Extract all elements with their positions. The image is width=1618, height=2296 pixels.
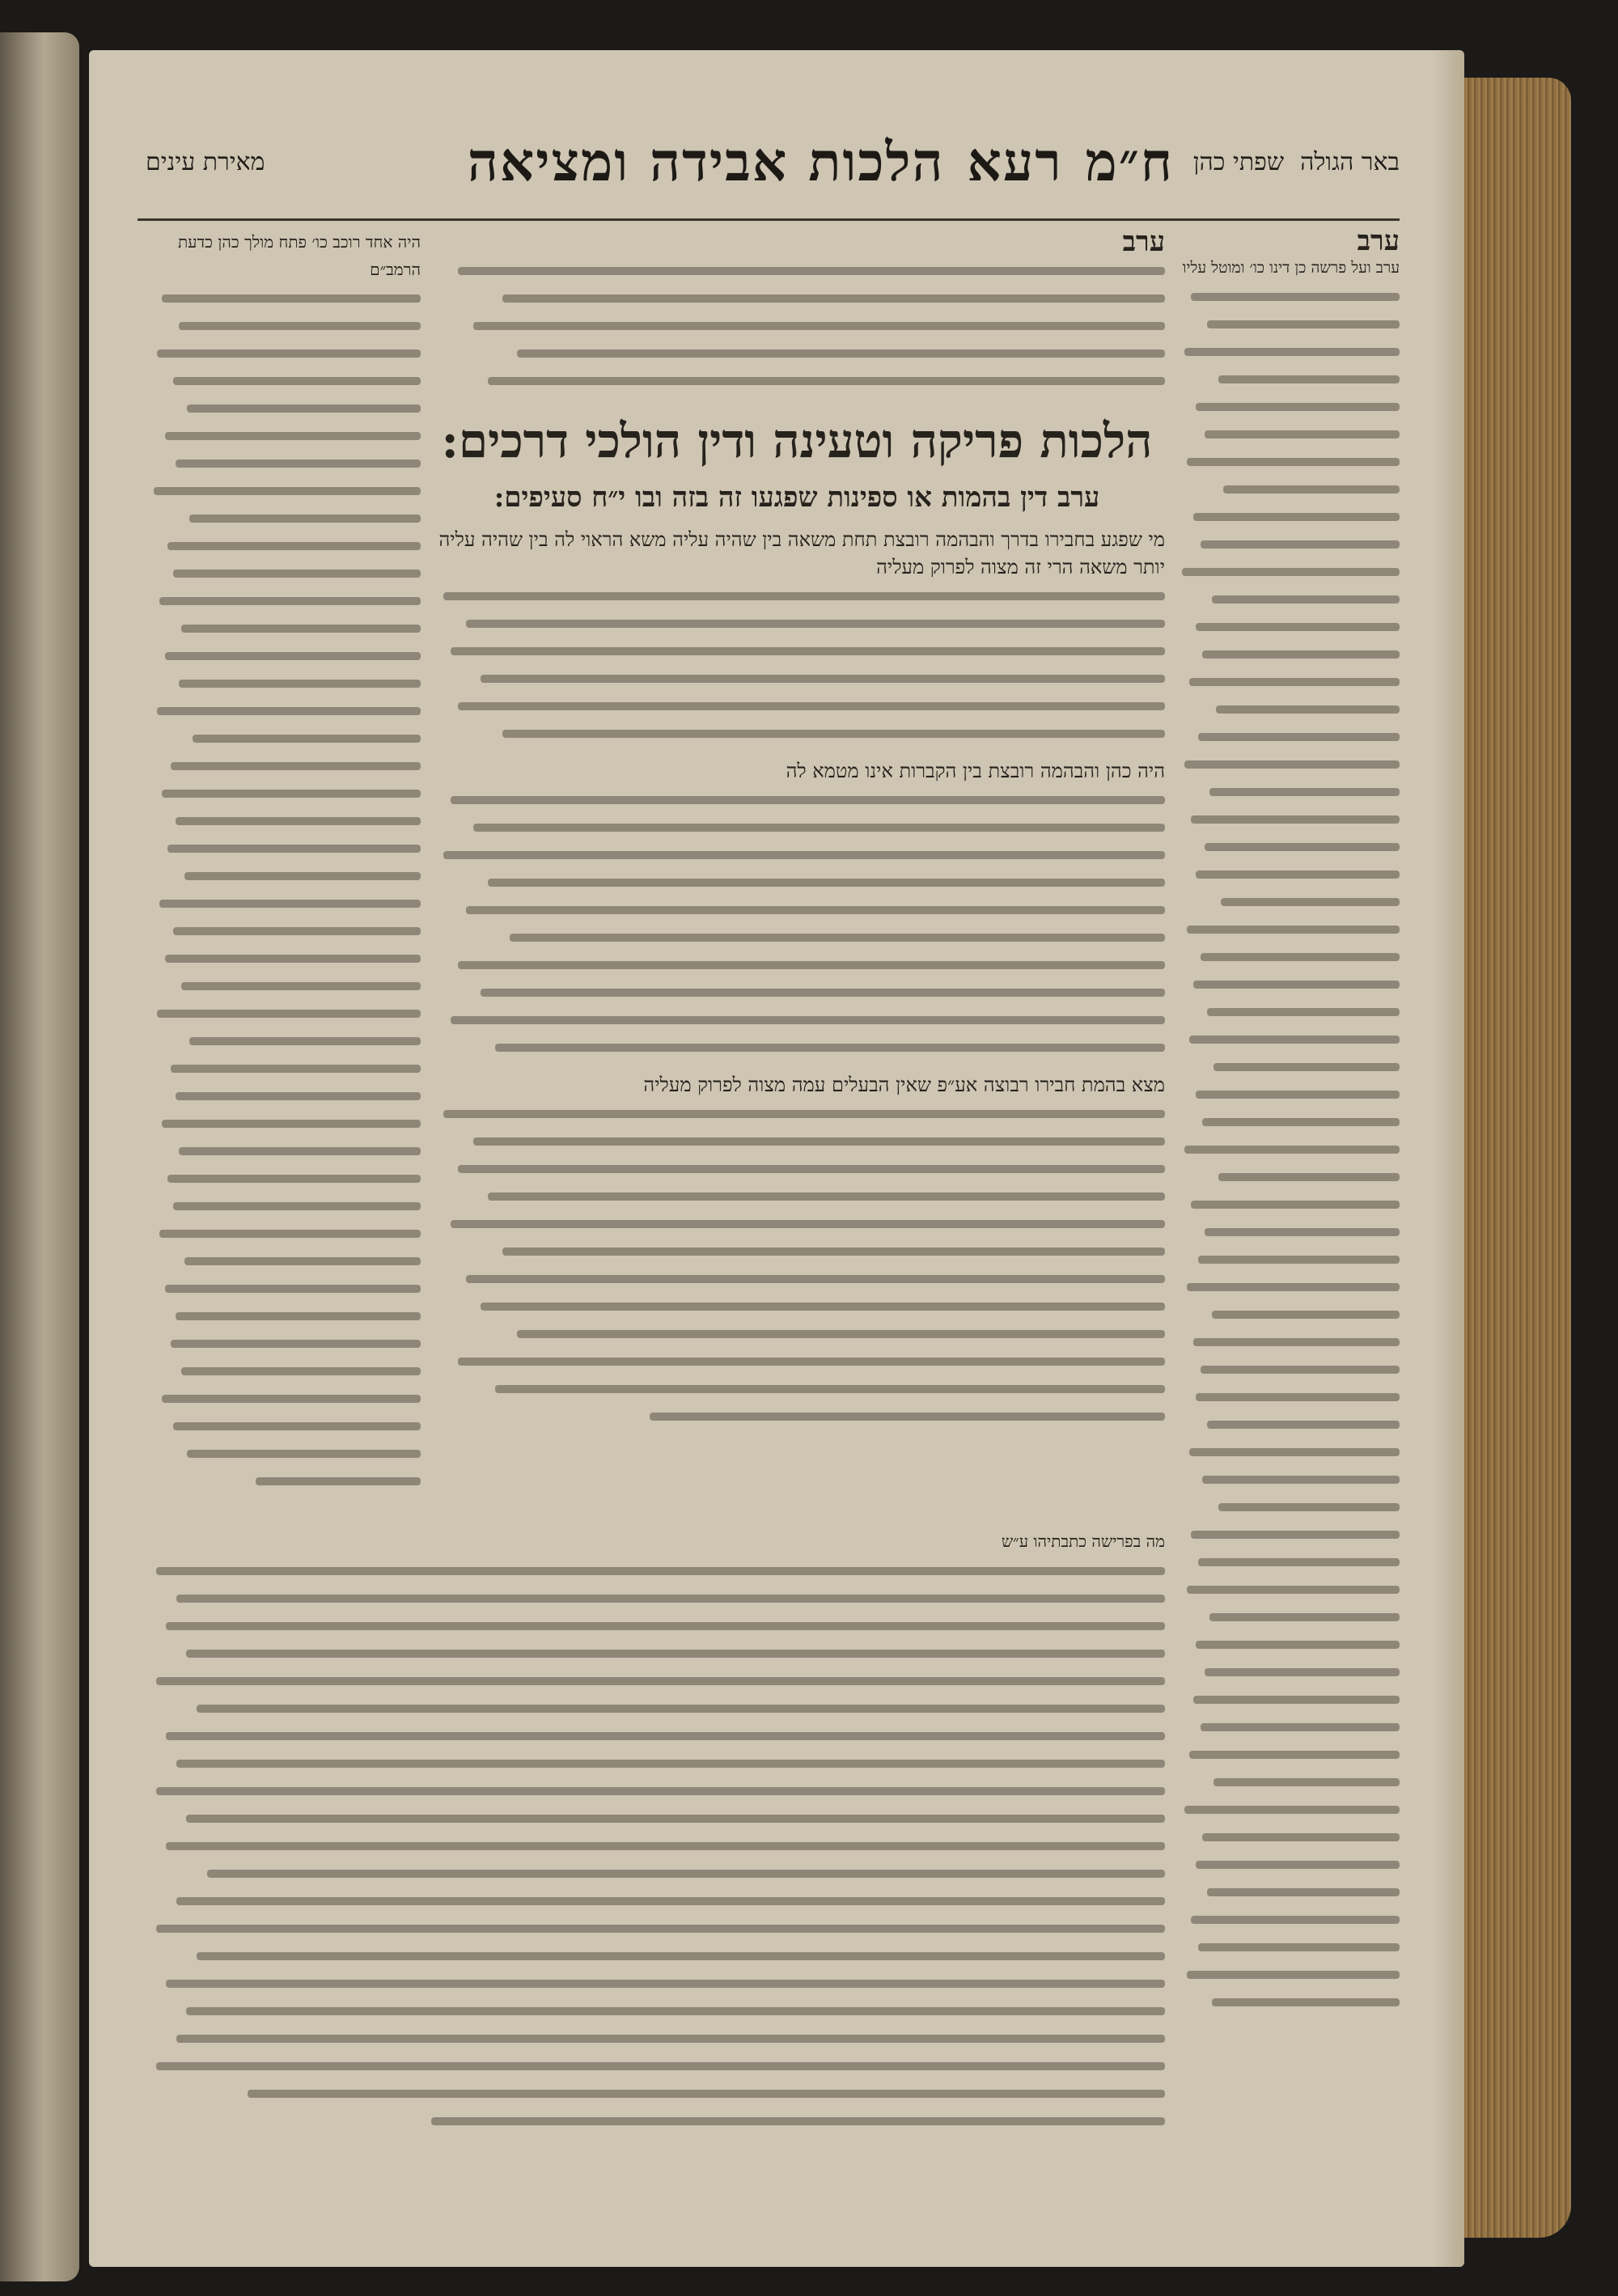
paragraph-c: מצא בהמת חבירו רבוצה אע״פ שאין הבעלים עמה מצוה לפרוק מעליה: [643, 1074, 1165, 1096]
paragraph-b: היה כהן והבהמה רובצת בין הקברות אינו מטמא לה: [786, 760, 1165, 782]
header-meirat-einayim: מאירת עינים: [146, 147, 265, 176]
book-page: [89, 50, 1464, 2267]
right-column-text: ערב ועל פרשה כן דינו כו׳ ומוטל עליו: [1182, 259, 1400, 277]
page-gutter-shadow: [1432, 50, 1464, 2267]
right-siman-label: ערב: [1357, 228, 1400, 257]
section-subtitle: ערב דין בהמות או ספינות שפגעו זה בזה ובו י״ח סעיפים:: [493, 481, 1100, 514]
main-siman-label: ערב: [1122, 228, 1165, 258]
header-chm: ח״מ: [1085, 129, 1174, 193]
left-column-text: היה אחד רוכב כו׳ פתח מולך כהן כדעת הרמב״ם: [177, 232, 421, 279]
header-shach: שפתי כהן: [1192, 147, 1285, 176]
header-title: הלכות אבידה ומציאה: [467, 129, 945, 193]
adjacent-page-edge: [0, 32, 79, 2281]
baer-hagolah-column: [1173, 228, 1400, 2267]
main-upper-lines: [429, 267, 1165, 385]
running-header: [138, 113, 1408, 210]
right-column-lines: [1173, 293, 1400, 2006]
bottom-text: מה בפרישה כתבתיהו ע״ש: [1001, 1531, 1165, 1551]
bottom-commentary: [146, 1527, 1165, 2267]
bottom-lines: [146, 1567, 1165, 2125]
header-page-number: רעא: [967, 129, 1063, 193]
paragraph-a: מי שפגע בחבירו בדרך והבהמה רובצת תחת משאה בין שהיה עליה משא הראוי לה בין שהיה עליה יותר משאה הרי זה מצוה לפרוק מעליה: [438, 528, 1165, 578]
header-baer-hagolah: באר הגולה: [1300, 147, 1400, 176]
shach-column: [146, 228, 421, 1506]
section-title: הלכות פריקה וטעינה ודין הולכי דרכים:: [441, 413, 1153, 468]
main-lines-b: [429, 796, 1165, 1052]
header-rule: [138, 218, 1400, 221]
main-lines-c: [429, 1110, 1165, 1421]
left-column-lines: [146, 294, 421, 1485]
main-lines-a: [429, 592, 1165, 738]
main-text-column: [429, 228, 1165, 1506]
